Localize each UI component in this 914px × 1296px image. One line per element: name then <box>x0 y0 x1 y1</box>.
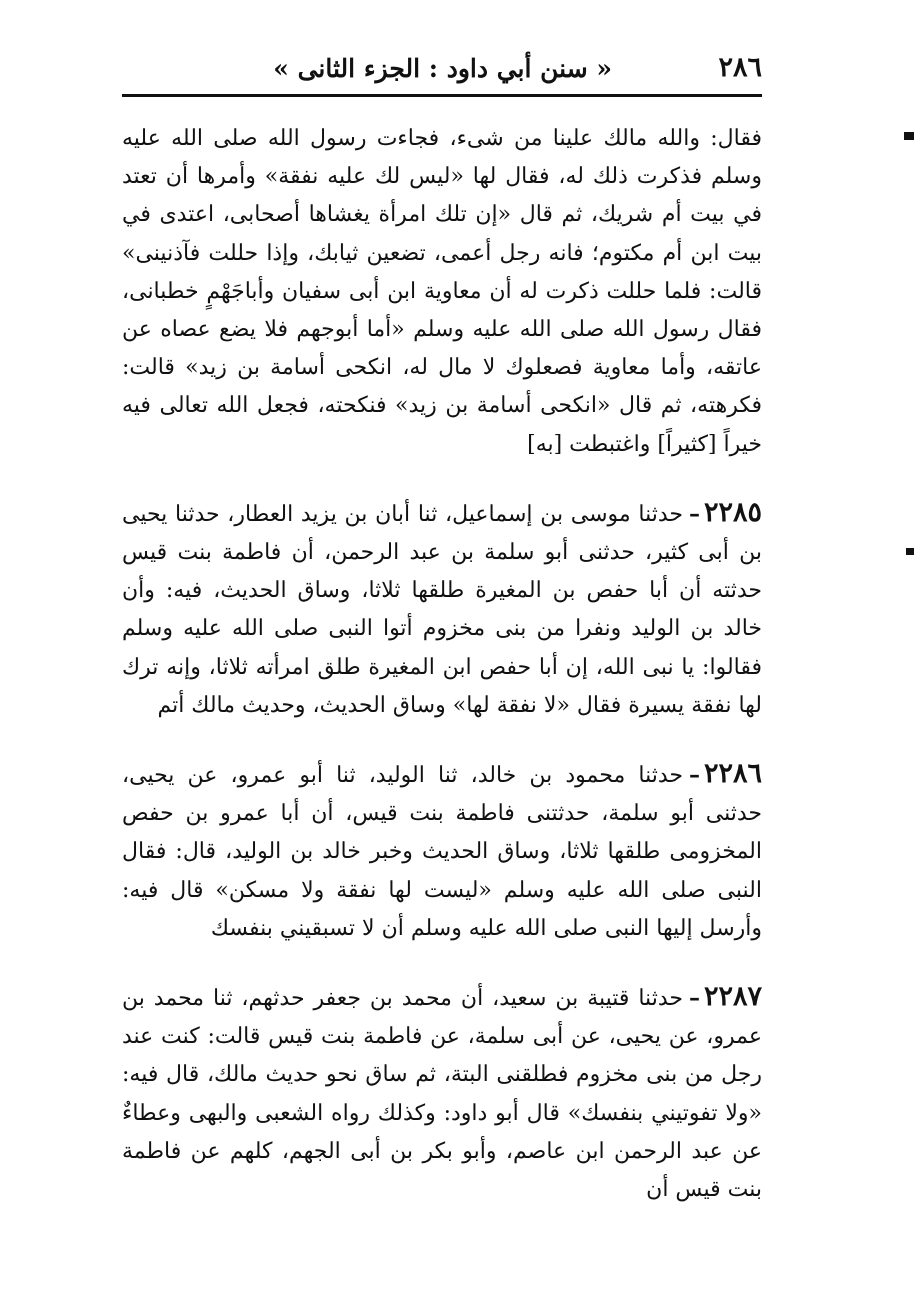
hadith-dash: – <box>688 500 700 527</box>
hadith-2285 <box>122 494 762 725</box>
hadith-number: ٢٢٨٥ <box>703 496 762 528</box>
hadith-number: ٢٢٨٦ <box>703 758 762 790</box>
page-number: ٢٨٦ <box>718 52 762 83</box>
paragraph-text: فقال: والله مالك علينا من شىء، فجاءت رسول الله صلى الله عليه وسلم فذكرت ذلك له، فقال لها «ليس لك عليه نفقة» وأمرها أن تعتد في بيت أم شريك، ثم قال «إن تلك امرأة يغشاها أصحابى، اعتدى في بيت ابن أم مكتوم؛ فانه رجل أعمى، تضعين ثيابك، وإذا حللت فآذنينى» قالت: فلما حللت ذكرت له أن معاوية ابن أبى سفيان وأباجَهْمٍ خطبانى، فقال رسول الله صلى الله عليه وسلم «أما أبوجهم فلا يضع عصاه عن عاتقه، وأما معاوية فصعلوك لا مال له، انكحى أسامة بن زيد» قالت: فكرهته، ثم قال «انكحى أسامة بن زيد» فنكحته، فجعل الله تعالى فيه خيراً [كثيراً] واغتبطت [به] <box>122 126 762 457</box>
paragraph-continuation <box>122 120 762 464</box>
running-title: « سنن أبي داود : الجزء الثانى » <box>273 54 612 83</box>
hadith-2287 <box>122 978 762 1209</box>
hadith-text: حدثنا موسى بن إسماعيل، ثنا أبان بن يزيد العطار، حدثنا يحيى بن أبى كثير، حدثنى أبو سلمة بن عبد الرحمن، أن فاطمة بنت قيس حدثته أن أبا حفص بن المغيرة طلقها ثلاثا، وساق الحديث، فيه: وأن خالد بن الوليد ونفرا من بنى مخزوم أتوا النبى صلى الله عليه وسلم فقالوا: يا نبى الله، إن أبا حفص ابن المغيرة طلق امرأته ثلاثا، وإنه ترك لها نفقة يسيرة فقال «لا نفقة لها» وساق الحديث، وحديث مالك أتم <box>122 501 762 718</box>
header-rule <box>122 94 762 97</box>
hadith-text: حدثنا محمود بن خالد، ثنا الوليد، ثنا أبو عمرو، عن يحيى، حدثنى أبو سلمة، حدثتنى فاطمة بنت قيس، أن أبا عمرو بن حفص المخزومى طلقها ثلاثا، وساق الحديث وخبر خالد بن الوليد، قال: فقال النبى صلى الله عليه وسلم «ليست لها نفقة ولا مسكن» قال فيه: وأرسل إليها النبى صلى الله عليه وسلم أن لا تسبقيني بنفسك <box>122 763 762 941</box>
hadith-dash: – <box>688 985 700 1012</box>
hadith-number: ٢٢٨٧ <box>703 981 762 1013</box>
hadith-dash: – <box>688 762 700 789</box>
page-header <box>122 46 762 92</box>
margin-mark <box>904 132 914 140</box>
hadith-text: حدثنا قتيبة بن سعيد، أن محمد بن جعفر حدثهم، ثنا محمد بن عمرو، عن يحيى، عن أبى سلمة، عن فاطمة بنت قيس قالت: كنت عند رجل من بنى مخزوم فطلقنى البتة، ثم ساق نحو حديث مالك، قال فيه: «ولا تفوتيني بنفسك» قال أبو داود: وكذلك رواه الشعبى والبهى وعطاءٌ عن عبد الرحمن ابن عاصم، وأبو بكر بن أبى الجهم، كلهم عن فاطمة بنت قيس أن <box>122 986 762 1203</box>
margin-mark <box>906 548 914 555</box>
hadith-2286 <box>122 755 762 948</box>
page-body <box>122 120 762 1209</box>
